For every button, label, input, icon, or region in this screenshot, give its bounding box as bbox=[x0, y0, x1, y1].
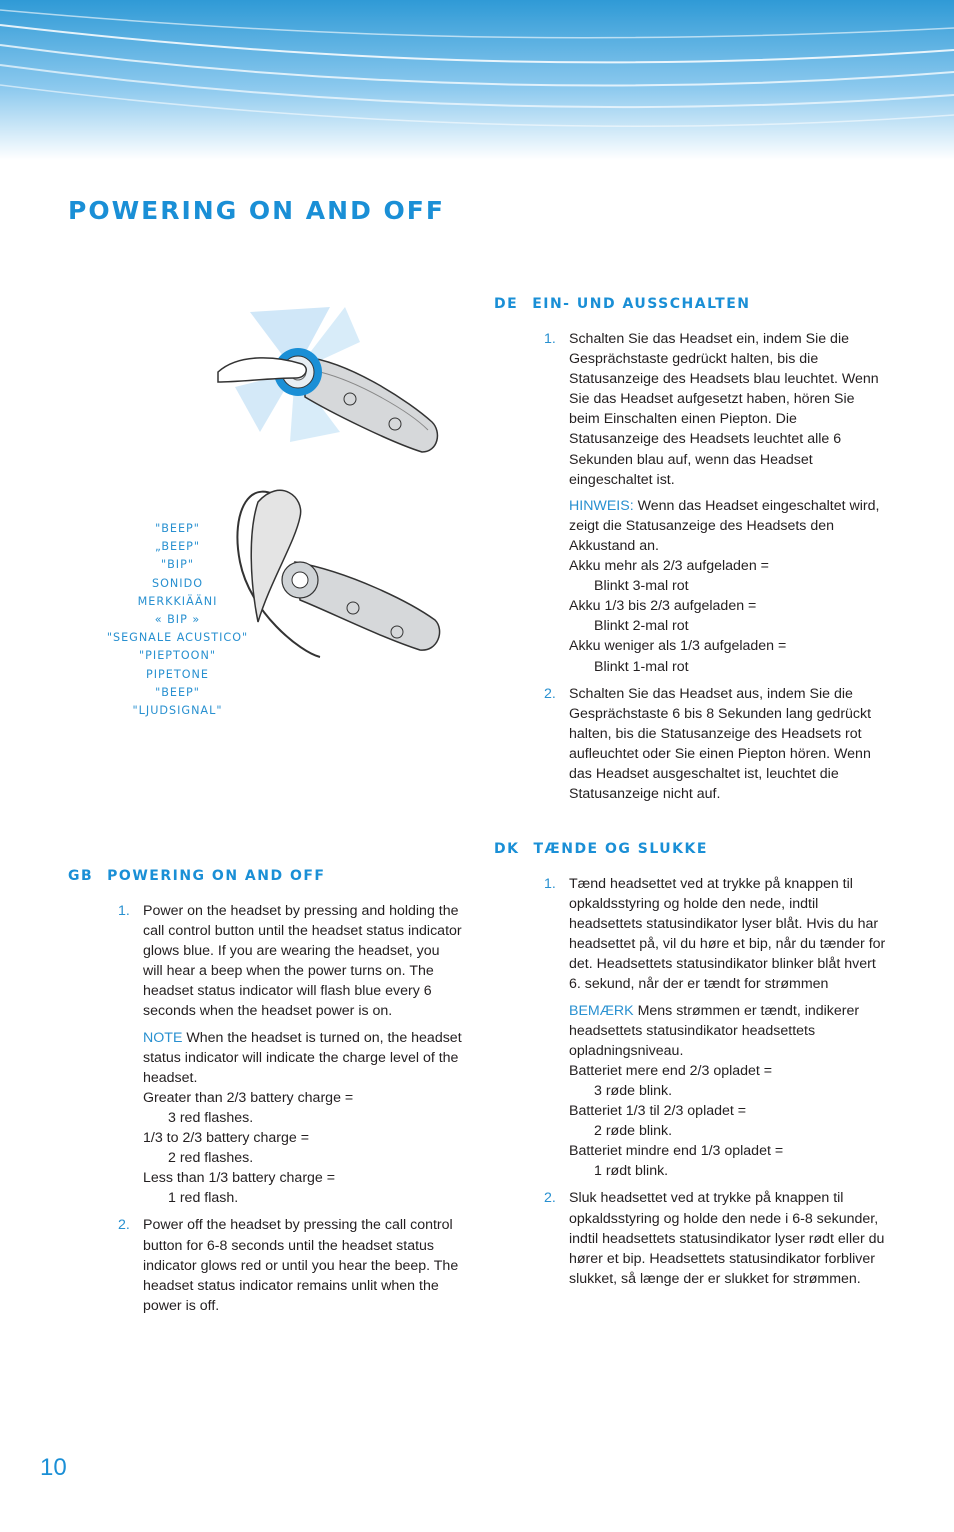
step-2 bbox=[494, 1188, 889, 1288]
steps-list bbox=[494, 874, 889, 1289]
language-code: GB bbox=[68, 868, 94, 884]
charge-level-cond: Greater than 2/3 battery charge = bbox=[143, 1089, 354, 1106]
beep-label: « BIP » bbox=[154, 613, 201, 627]
charge-level-result: 1 red flash. bbox=[168, 1190, 239, 1207]
beep-label: "SEGNALE ACUSTICO" bbox=[106, 631, 249, 645]
charge-level-result: Blinkt 2-mal rot bbox=[594, 618, 689, 635]
step-1 bbox=[494, 329, 889, 677]
charge-level-result: Blinkt 3-mal rot bbox=[594, 578, 689, 595]
note-label: NOTE bbox=[143, 1029, 183, 1046]
note-label: BEMÆRK bbox=[569, 1002, 634, 1019]
charge-level-cond: Batteriet mere end 2/3 opladet = bbox=[569, 1062, 773, 1079]
charge-level-cond: Less than 1/3 battery charge = bbox=[143, 1170, 336, 1187]
beep-label: SONIDO bbox=[152, 576, 203, 590]
charge-level-cond: 1/3 to 2/3 battery charge = bbox=[143, 1130, 310, 1147]
charge-level-cond: Batteriet 1/3 til 2/3 opladet = bbox=[569, 1103, 747, 1120]
step-text: Schalten Sie das Headset ein, indem Sie die Gesprächstaste gedrückt halten, bis die Statusanzeige des Headsets blau leuchtet. Wenn Sie das Headset aufgesetzt haben, hören Sie beim Einschalten einen Piepton. Die Statusanzeige des Headsets leuchtet alle 6 Sekunden blau auf, wenn das Headset eingeschaltet ist. bbox=[569, 331, 879, 488]
step-1 bbox=[494, 874, 889, 1181]
note-label: HINWEIS: bbox=[569, 497, 634, 514]
header-wave-banner bbox=[0, 0, 954, 160]
step-2 bbox=[68, 1215, 463, 1315]
step-text: Schalten Sie das Headset aus, indem Sie die Gesprächstaste 6 bis 8 Sekunden lang gedrückt halten, bis die Statusanzeige des Headsets rot aufleuchtet oder Sie einen Piepton hören. Wenn das Headset ausgeschaltet ist, leuchtet die Statusanzeige nicht auf. bbox=[569, 685, 872, 803]
charge-level-cond: Akku mehr als 2/3 aufgeladen = bbox=[569, 558, 769, 575]
step-text: Sluk headsettet ved at trykke på knappen til opkaldsstyring og holde den nede i 6-8 sekunder, indtil headsettets statusindikator lyser rødt eller du hører et bip. Headsettets statusindikator forbliver slukket, så længe der er slukket for strømmen. bbox=[569, 1190, 885, 1287]
step-number: 1. bbox=[544, 331, 556, 347]
step-text: Tænd headsettet ved at trykke på knappen til opkaldsstyring og holde den nede, indtil headsettets statusindikator lyser blåt. Hvis du har headsettet på, vil du høre et bip, når du tænder for det. Headsettets statusindikator blinker blåt hvert 6. sekund, når der er tændt for strømmen bbox=[569, 876, 886, 993]
step-number: 1. bbox=[118, 903, 130, 919]
beep-labels bbox=[100, 520, 255, 720]
step-text: Power on the headset by pressing and holding the call control button until the headset status indicator glows blue. If you are wearing the headset, you will hear a beep when the power turns on. The headset status indicator will flash blue every 6 seconds when the headset power is on. bbox=[143, 903, 462, 1020]
beep-label: "BEEP" bbox=[155, 685, 200, 699]
section-heading bbox=[494, 841, 889, 857]
steps-list bbox=[494, 329, 889, 804]
step-number: 2. bbox=[118, 1217, 130, 1234]
section-dk bbox=[494, 841, 889, 1296]
page-title: POWERING ON AND OFF bbox=[68, 196, 445, 225]
beep-label: "PIEPTOON" bbox=[139, 649, 216, 663]
language-code: DK bbox=[494, 841, 520, 857]
note bbox=[569, 496, 889, 556]
charge-level-result: 1 rødt blink. bbox=[594, 1163, 669, 1180]
step-text: Power off the headset by pressing the call control button for 6-8 seconds until the headset status indicator glows red or until you hear the beep. The headset status indicator remains unlit when the power is off. bbox=[143, 1217, 459, 1314]
charge-level-result: Blinkt 1-mal rot bbox=[594, 658, 689, 675]
section-title: EIN- UND AUSSCHALTEN bbox=[532, 296, 751, 312]
beep-label: PIPETONE bbox=[146, 667, 209, 681]
beep-label: "BIP" bbox=[160, 558, 194, 572]
section-gb bbox=[68, 868, 463, 1323]
section-title: POWERING ON AND OFF bbox=[107, 868, 326, 884]
language-code: DE bbox=[494, 296, 519, 312]
section-heading bbox=[68, 868, 463, 884]
step-number: 1. bbox=[544, 876, 556, 892]
charge-level-result: 3 røde blink. bbox=[594, 1082, 673, 1099]
step-1 bbox=[68, 901, 463, 1208]
section-title: TÆNDE OG SLUKKE bbox=[533, 841, 708, 857]
note-text: When the headset is turned on, the headset status indicator will indicate the charge level of the headset. bbox=[143, 1029, 462, 1086]
charge-level-result: 3 red flashes. bbox=[168, 1109, 254, 1126]
beep-label: „BEEP" bbox=[154, 540, 201, 554]
step-number: 2. bbox=[544, 685, 556, 702]
charge-level-cond: Akku weniger als 1/3 aufgeladen = bbox=[569, 638, 787, 655]
note-text: Wenn das Headset eingeschaltet wird, zeigt die Statusanzeige des Headsets den Akkustand an. bbox=[569, 497, 880, 554]
section-heading bbox=[494, 296, 889, 312]
note bbox=[143, 1028, 463, 1088]
charge-level-result: 2 red flashes. bbox=[168, 1150, 254, 1167]
beep-label: "BEEP" bbox=[155, 522, 200, 535]
beep-label: "LJUDSIGNAL" bbox=[132, 704, 223, 718]
charge-level-result: 2 røde blink. bbox=[594, 1123, 673, 1140]
note bbox=[569, 1001, 889, 1061]
step-2 bbox=[494, 684, 889, 805]
beep-label: MERKKIÄÄNI bbox=[137, 594, 218, 608]
steps-list bbox=[68, 901, 463, 1316]
page-number: 10 bbox=[40, 1454, 67, 1481]
note-text: Mens strømmen er tændt, indikerer headsettets statusindikator headsettets opladningsniveau. bbox=[569, 1002, 860, 1059]
section-de bbox=[494, 296, 889, 811]
charge-level-cond: Batteriet mindre end 1/3 opladet = bbox=[569, 1143, 784, 1160]
step-number: 2. bbox=[544, 1190, 556, 1207]
charge-level-cond: Akku 1/3 bis 2/3 aufgeladen = bbox=[569, 598, 757, 615]
